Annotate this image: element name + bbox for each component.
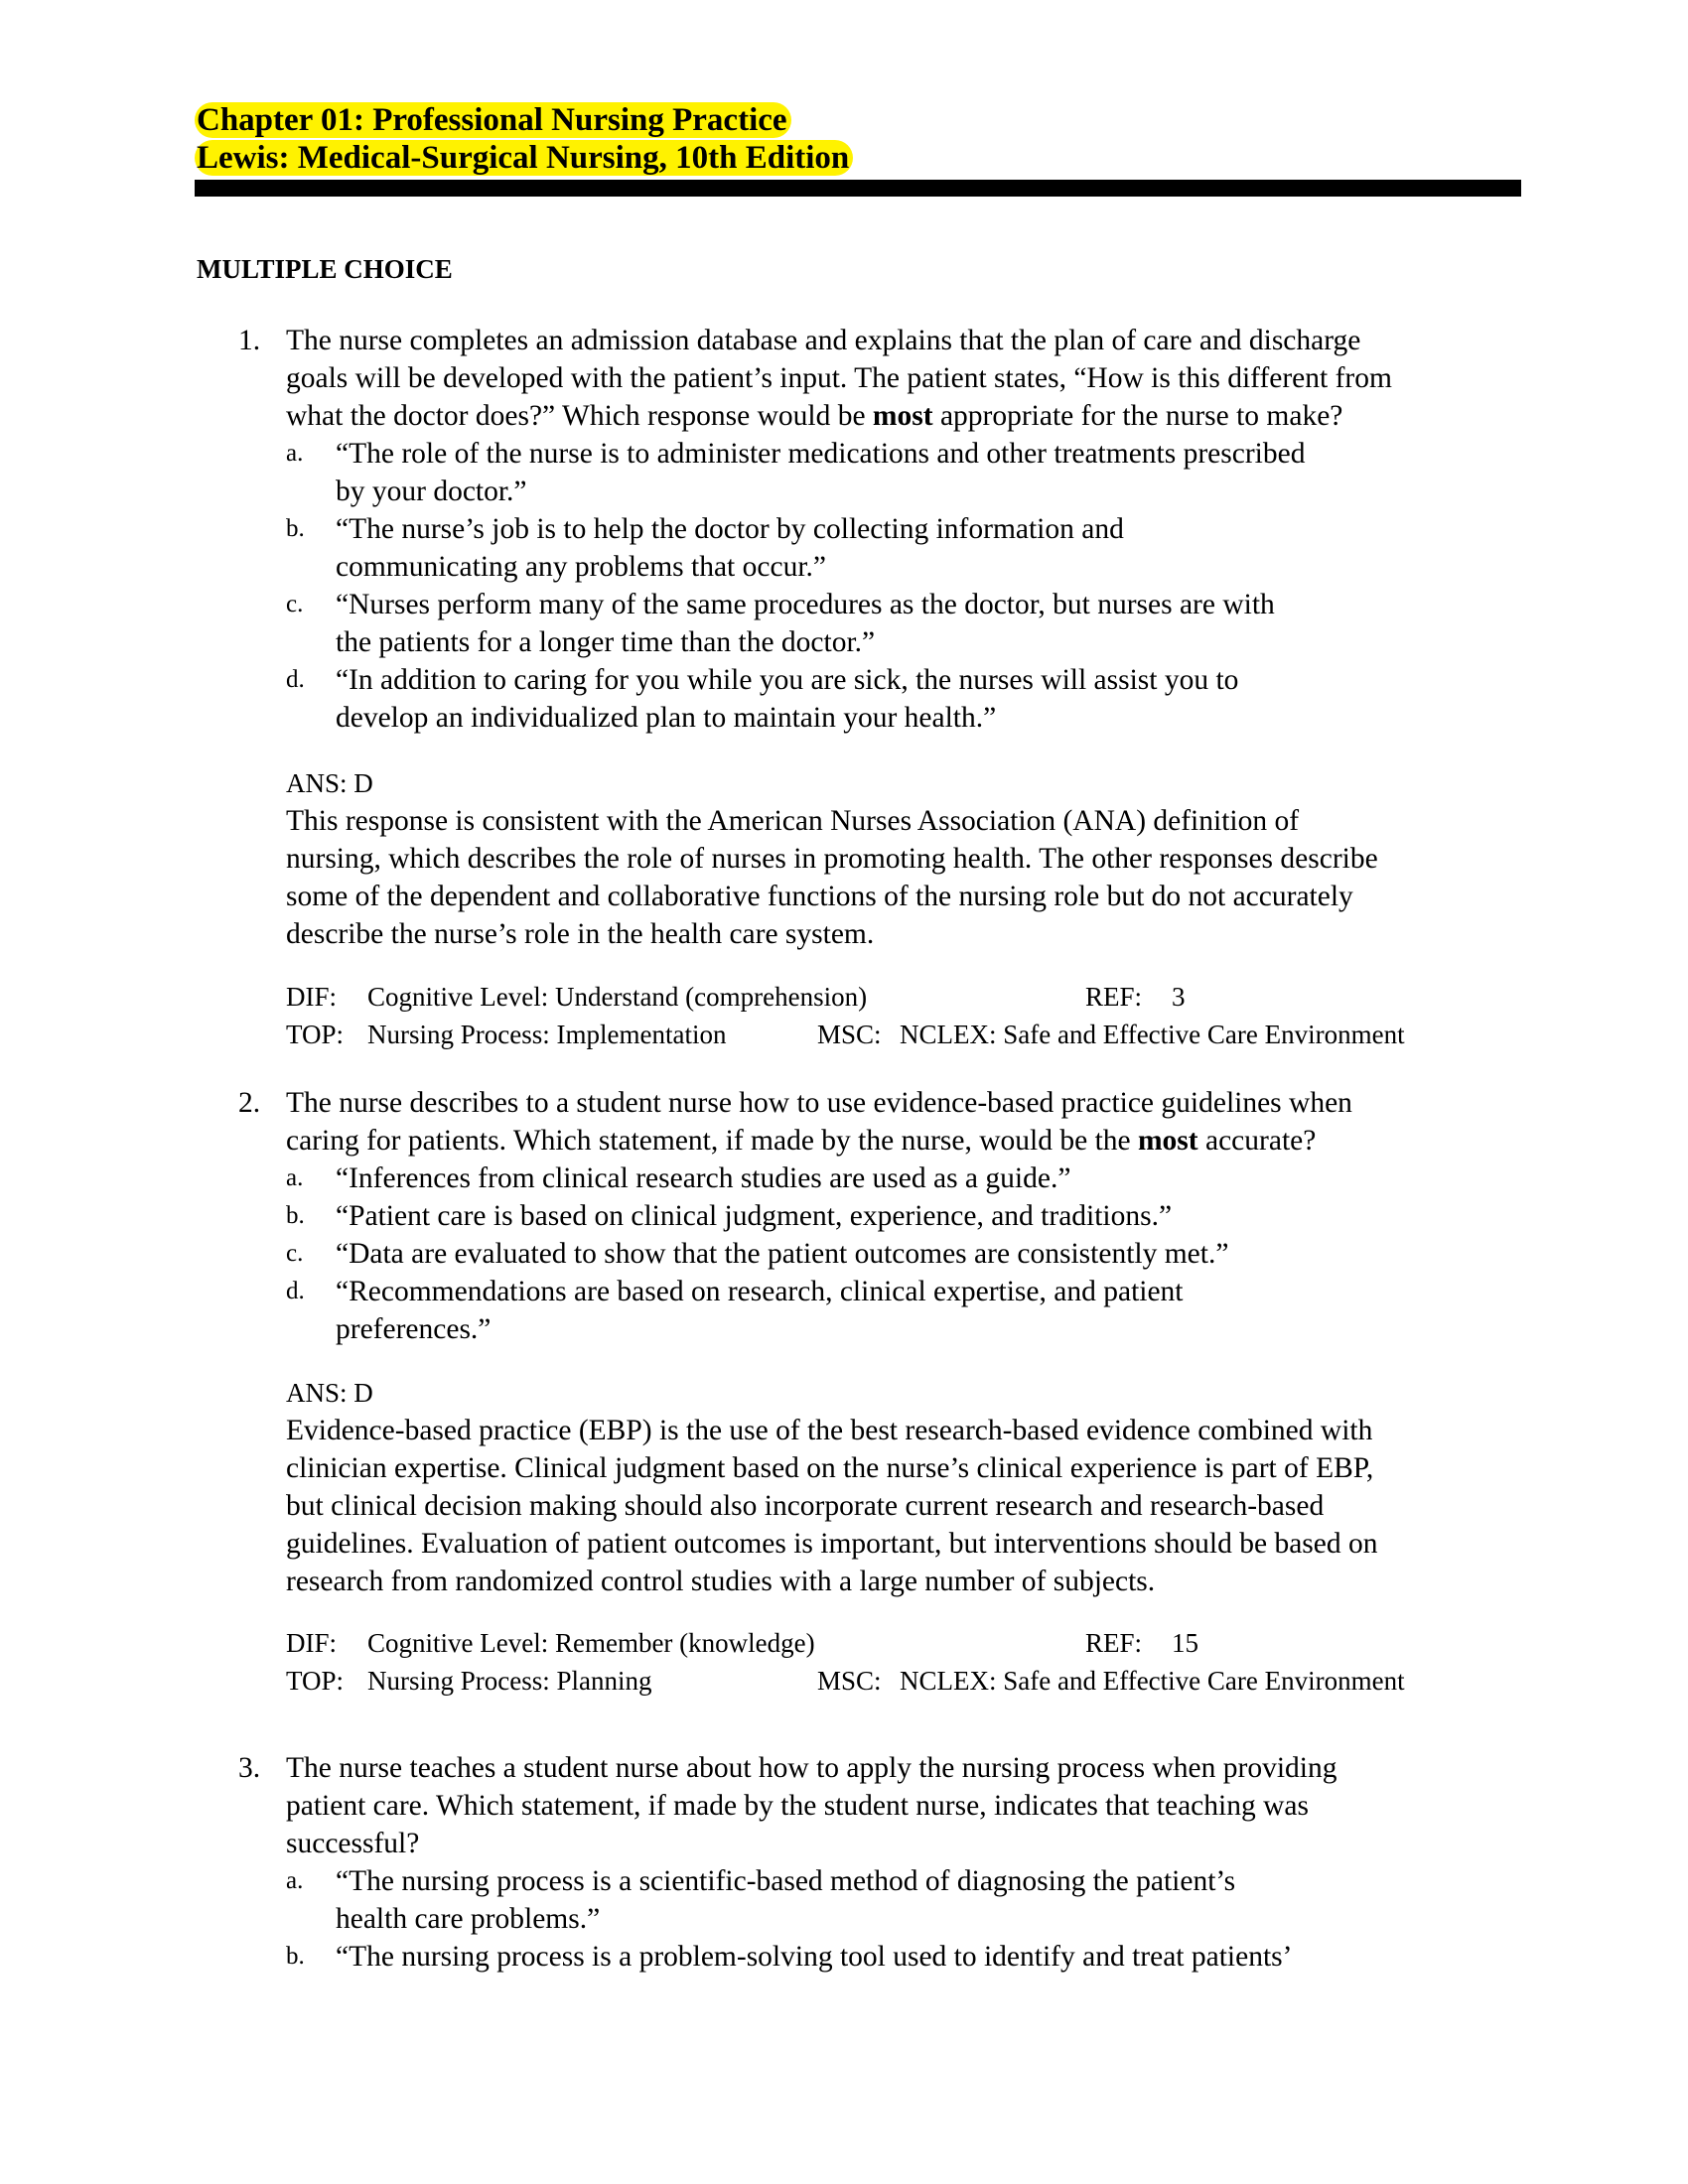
stem-text: accurate?	[1197, 1125, 1317, 1157]
question-number: 1.	[238, 325, 261, 356]
option-line: “Nurses perform many of the same procedures as the doctor, but nurses are with	[336, 589, 1275, 620]
answer-block-1	[286, 764, 1542, 953]
question-stem	[286, 1084, 1537, 1348]
top-value: Nursing Process: Implementation	[367, 1020, 727, 1049]
rationale-line: research from randomized control studies with a large number of subjects.	[286, 1566, 1156, 1597]
option-line: communicating any problems that occur.”	[336, 551, 826, 583]
option-a	[286, 1160, 1537, 1197]
dif-label: DIF:	[286, 1628, 338, 1658]
stem-line: successful?	[286, 1828, 420, 1859]
rationale-line: some of the dependent and collaborative functions of the nursing role but do not accurately	[286, 881, 1353, 912]
stem-line	[286, 397, 1537, 435]
option-line: by your doctor.”	[336, 476, 527, 507]
stem-text: appropriate for the nurse to make?	[932, 400, 1343, 432]
top-label: TOP:	[286, 1020, 345, 1049]
option-text	[336, 435, 1487, 510]
stem-text: caring for patients. Which statement, if made by the nurse, would be the	[286, 1125, 1138, 1157]
meta-row-top	[286, 1662, 1542, 1700]
option-c	[286, 586, 1537, 661]
chapter-title	[195, 101, 791, 139]
option-letter: a.	[286, 1164, 304, 1191]
book-title-highlight: Lewis: Medical-Surgical Nursing, 10th Edition	[195, 140, 853, 176]
dif-label: DIF:	[286, 982, 338, 1012]
stem-line: The nurse completes an admission database and explains that the plan of care and discharge	[286, 325, 1361, 356]
option-letter: c.	[286, 591, 304, 617]
stem-line: The nurse describes to a student nurse how to use evidence-based practice guidelines when	[286, 1087, 1352, 1119]
rationale-line: Evidence-based practice (EBP) is the use of the best research-based evidence combined with	[286, 1415, 1373, 1446]
msc-label: MSC:	[817, 1020, 882, 1049]
dif-value: Cognitive Level: Remember (knowledge)	[367, 1628, 815, 1658]
top-value: Nursing Process: Planning	[367, 1666, 652, 1696]
emphasis: most	[1137, 1125, 1198, 1157]
question-stem	[286, 322, 1537, 737]
option-line: “The role of the nurse is to administer medications and other treatments prescribed	[336, 438, 1306, 470]
option-letter: a.	[286, 1867, 304, 1894]
option-line: “The nursing process is a scientific-based method of diagnosing the patient’s	[336, 1865, 1236, 1897]
dif-value: Cognitive Level: Understand (comprehension)	[367, 982, 868, 1012]
option-letter: b.	[286, 515, 305, 542]
rationale-line: guidelines. Evaluation of patient outcomes is important, but interventions should be based on	[286, 1528, 1378, 1560]
msc-value: NCLEX: Safe and Effective Care Environment	[900, 1666, 1405, 1696]
question-number: 2.	[238, 1087, 261, 1119]
option-text	[336, 1273, 1487, 1348]
option-letter: a.	[286, 440, 304, 467]
option-text	[336, 1197, 1487, 1235]
metadata-2	[286, 1624, 1542, 1700]
question-stem	[286, 1749, 1537, 1976]
option-line: “The nursing process is a problem-solving tool used to identify and treat patients’	[336, 1941, 1293, 1973]
option-c	[286, 1235, 1537, 1273]
ref-value: 15	[1172, 1628, 1198, 1658]
option-line: health care problems.”	[336, 1903, 601, 1935]
option-letter: c.	[286, 1240, 304, 1267]
rationale-line: clinician expertise. Clinical judgment based on the nurse’s clinical experience is part of EBP,	[286, 1452, 1374, 1484]
section-heading: MULTIPLE CHOICE	[197, 254, 453, 284]
option-line: “Recommendations are based on research, clinical expertise, and patient	[336, 1276, 1184, 1307]
question-number: 3.	[238, 1752, 261, 1784]
option-letter: d.	[286, 1278, 305, 1304]
header-rule	[195, 180, 1521, 197]
option-text	[336, 1938, 1487, 1976]
rationale-line: This response is consistent with the American Nurses Association (ANA) definition of	[286, 805, 1300, 837]
option-line: “In addition to caring for you while you are sick, the nurses will assist you to	[336, 664, 1239, 696]
option-letter: b.	[286, 1202, 305, 1229]
meta-row-dif	[286, 1624, 1542, 1662]
option-line: “Patient care is based on clinical judgment, experience, and traditions.”	[336, 1200, 1173, 1232]
answer-key: ANS: D	[286, 768, 373, 798]
option-text	[336, 661, 1487, 737]
option-b	[286, 1938, 1537, 1976]
stem-line	[286, 1122, 1537, 1160]
book-title	[195, 139, 853, 177]
option-d	[286, 661, 1537, 737]
option-letter: b.	[286, 1943, 305, 1970]
option-letter: d.	[286, 666, 305, 693]
option-b	[286, 1197, 1537, 1235]
meta-row-dif	[286, 978, 1542, 1016]
option-line: the patients for a longer time than the doctor.”	[336, 626, 876, 658]
emphasis: most	[872, 400, 933, 432]
option-a	[286, 435, 1537, 510]
option-d	[286, 1273, 1537, 1348]
meta-row-top	[286, 1016, 1542, 1053]
option-text	[336, 1862, 1487, 1938]
option-a	[286, 1862, 1537, 1938]
answer-key: ANS: D	[286, 1378, 373, 1408]
chapter-title-highlight: Chapter 01: Professional Nursing Practice	[195, 102, 791, 138]
option-line: “Data are evaluated to show that the patient outcomes are consistently met.”	[336, 1238, 1229, 1270]
option-line: “Inferences from clinical research studies are used as a guide.”	[336, 1162, 1071, 1194]
rationale-line: but clinical decision making should also incorporate current research and research-based	[286, 1490, 1325, 1522]
option-b	[286, 510, 1537, 586]
metadata-1	[286, 978, 1542, 1053]
option-text	[336, 586, 1487, 661]
msc-label: MSC:	[817, 1666, 882, 1696]
ref-label: REF:	[1085, 1628, 1143, 1658]
rationale-line: nursing, which describes the role of nurses in promoting health. The other responses describe	[286, 843, 1378, 875]
stem-line: goals will be developed with the patient’s input. The patient states, “How is this different from	[286, 362, 1392, 394]
stem-text: what the doctor does?” Which response would be	[286, 400, 873, 432]
option-text	[336, 1160, 1487, 1197]
stem-line: The nurse teaches a student nurse about how to apply the nursing process when providing	[286, 1752, 1337, 1784]
answer-block-2	[286, 1374, 1542, 1600]
ref-label: REF:	[1085, 982, 1143, 1012]
option-text	[336, 510, 1487, 586]
stem-line: patient care. Which statement, if made by the student nurse, indicates that teaching was	[286, 1790, 1309, 1822]
ref-value: 3	[1172, 982, 1186, 1012]
rationale-line: describe the nurse’s role in the health care system.	[286, 918, 875, 950]
option-line: “The nurse’s job is to help the doctor by collecting information and	[336, 513, 1124, 545]
option-line: develop an individualized plan to maintain your health.”	[336, 702, 997, 734]
option-text	[336, 1235, 1487, 1273]
option-line: preferences.”	[336, 1313, 492, 1345]
msc-value: NCLEX: Safe and Effective Care Environment	[900, 1020, 1405, 1049]
top-label: TOP:	[286, 1666, 345, 1696]
